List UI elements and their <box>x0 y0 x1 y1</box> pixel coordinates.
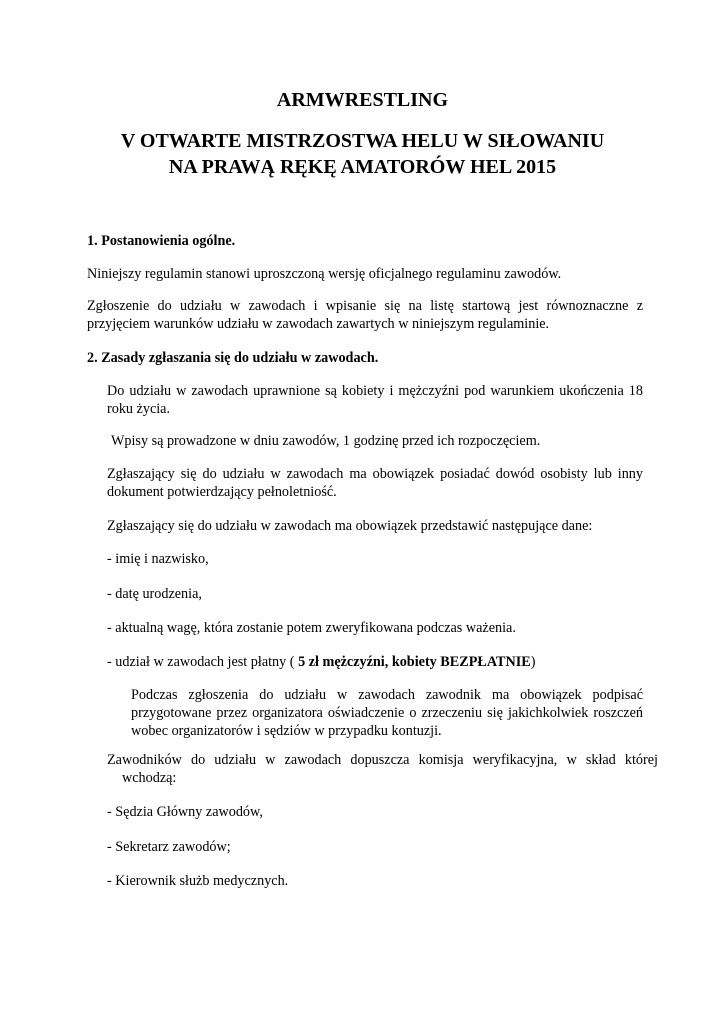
list-item-birthdate: - datę urodzenia, <box>107 586 202 602</box>
commission-member-secretary: - Sekretarz zawodów; <box>107 839 231 855</box>
section-1-paragraph-2: Zgłoszenie do udziału w zawodach i wpisanie się na listę startową jest równoznaczne z przyjęciem warunków udziału w zawodach zawartych w niniejszym regulaminie. <box>87 298 643 332</box>
section-2-paragraph-waiver: Podczas zgłoszenia do udziału w zawodach zawodnik ma obowiązek podpisać przygotowane przez organizatora oświadczenie o zrzeczeniu się jakichkolwiek roszczeń wobec organizatorów i sędziów w przypadku kontuzji. <box>131 687 643 739</box>
section-2-paragraph-data: Zgłaszający się do udziału w zawodach ma obowiązek przedstawić następujące dane: <box>107 518 593 534</box>
list-item-weight: - aktualną wagę, która zostanie potem zweryfikowana podczas ważenia. <box>107 620 516 636</box>
list-item-name: - imię i nazwisko, <box>107 551 209 567</box>
section-1-paragraph-1: Niniejszy regulamin stanowi uproszczoną wersję oficjalnego regulaminu zawodów. <box>87 266 562 282</box>
document-subtitle-line1: V OTWARTE MISTRZOSTWA HELU W SIŁOWANIU <box>120 130 605 152</box>
section-2-heading: 2. Zasady zgłaszania się do udziału w zawodach. <box>87 350 379 366</box>
commission-member-chief-judge: - Sędzia Główny zawodów, <box>107 804 263 820</box>
fee-text-suffix: ) <box>530 654 536 670</box>
list-item-fee <box>107 653 647 671</box>
commission-member-medical: - Kierownik służb medycznych. <box>107 873 289 889</box>
section-2-paragraph-id: Zgłaszający się do udziału w zawodach ma obowiązek posiadać dowód osobisty lub inny dokument potwierdzający pełnoletniość. <box>107 466 643 500</box>
section-2-paragraph-age: Do udziału w zawodach uprawnione są kobiety i mężczyźni pod warunkiem ukończenia 18 roku życia. <box>107 383 643 417</box>
section-2-paragraph-commission: Zawodników do udziału w zawodach dopuszcza komisja weryfikacyjna, w skład której wchodzą: <box>107 752 658 786</box>
document-title: ARMWRESTLING <box>276 89 449 111</box>
section-1-heading: 1. Postanowienia ogólne. <box>87 233 236 249</box>
fee-amount: 5 zł mężczyźni, kobiety BEZPŁATNIE <box>298 654 531 670</box>
document-subtitle-line2: NA PRAWĄ RĘKĘ AMATORÓW HEL 2015 <box>168 156 557 178</box>
section-2-paragraph-entries: Wpisy są prowadzone w dniu zawodów, 1 godzinę przed ich rozpoczęciem. <box>111 433 541 449</box>
fee-text-prefix: - udział w zawodach jest płatny ( <box>107 654 299 670</box>
